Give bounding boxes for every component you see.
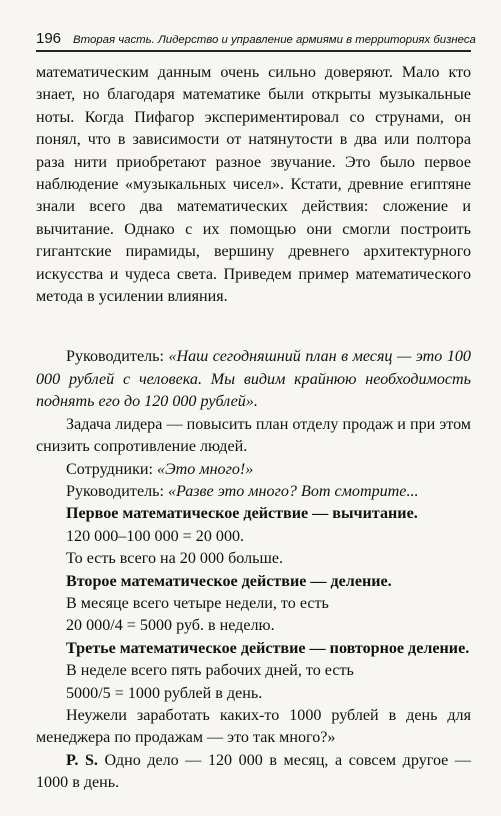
first-step-calc: 120 000–100 000 = 20 000. <box>66 527 245 545</box>
staff-label: Сотрудники: <box>66 460 158 478</box>
section-gap <box>36 308 471 346</box>
third-step-heading: Третье математическое действие — повторное деление. <box>66 639 470 657</box>
ps-text: Одно дело — 120 000 в месяц, а совсем другое — 1000 в день. <box>36 751 471 792</box>
leader-quote: «Разве это много? Вот смотрите... <box>167 482 419 500</box>
staff-quote: «Это много!» <box>157 460 254 478</box>
page-body <box>36 62 471 795</box>
first-step-note: То есть всего на 20 000 больше. <box>66 550 284 568</box>
second-step-heading: Второе математическое действие — деление. <box>66 572 392 590</box>
second-step-calc: 20 000/4 = 5000 руб. в неделю. <box>66 617 275 635</box>
page-header <box>36 30 476 52</box>
third-step-line: В неделе всего пять рабочих дней, то есть <box>66 662 354 680</box>
leader-line-2 <box>36 481 471 503</box>
leader-label: Руководитель: <box>66 482 168 500</box>
leader-quote: «Наш сегодняшний план в месяц — это 100 000 рублей с человека. Мы видим крайнюю необходимость поднять его до 120 000 рублей». <box>36 348 471 411</box>
leader-label: Руководитель: <box>66 348 169 366</box>
staff-line <box>36 459 471 481</box>
second-step-line: В месяце всего четыре недели, то есть <box>66 594 329 612</box>
intro-paragraph: математическим данным очень сильно доверяют. Мало кто знает, но благодаря математике были открыты музыкальные ноты. Когда Пифагор экспериментировал со струнами, он понял, что в зависимости от натянутости в два или полтора раза нити приобретают разное звучание. Это было первое наблюдение «музыкальных чисел». Кстати, древние египтяне знали всего два математических действия: сложение и вычитание. Однако с их помощью они смогли построить гигантские пирамиды, вершину древнего архитектурного искусства и чудеса света. Приведем пример математического метода в усилении влияния. <box>36 64 471 306</box>
running-title: Вторая часть. Лидерство и управление армиями в территориях бизнеса <box>73 34 476 46</box>
leader-line-1 <box>36 346 471 413</box>
ps-label: P. S. <box>66 751 98 769</box>
first-step-heading: Первое математическое действие — вычитание. <box>66 505 418 523</box>
closing-paragraph: Неужели заработать каких-то 1000 рублей в день для менеджера по продажам — это так много?» <box>36 706 471 747</box>
task-paragraph: Задача лидера — повысить план отделу продаж и при этом снизить сопротивление людей. <box>36 415 471 456</box>
postscript <box>36 750 471 795</box>
third-step-calc: 5000/5 = 1000 рублей в день. <box>66 684 263 702</box>
page-number: 196 <box>36 30 62 47</box>
